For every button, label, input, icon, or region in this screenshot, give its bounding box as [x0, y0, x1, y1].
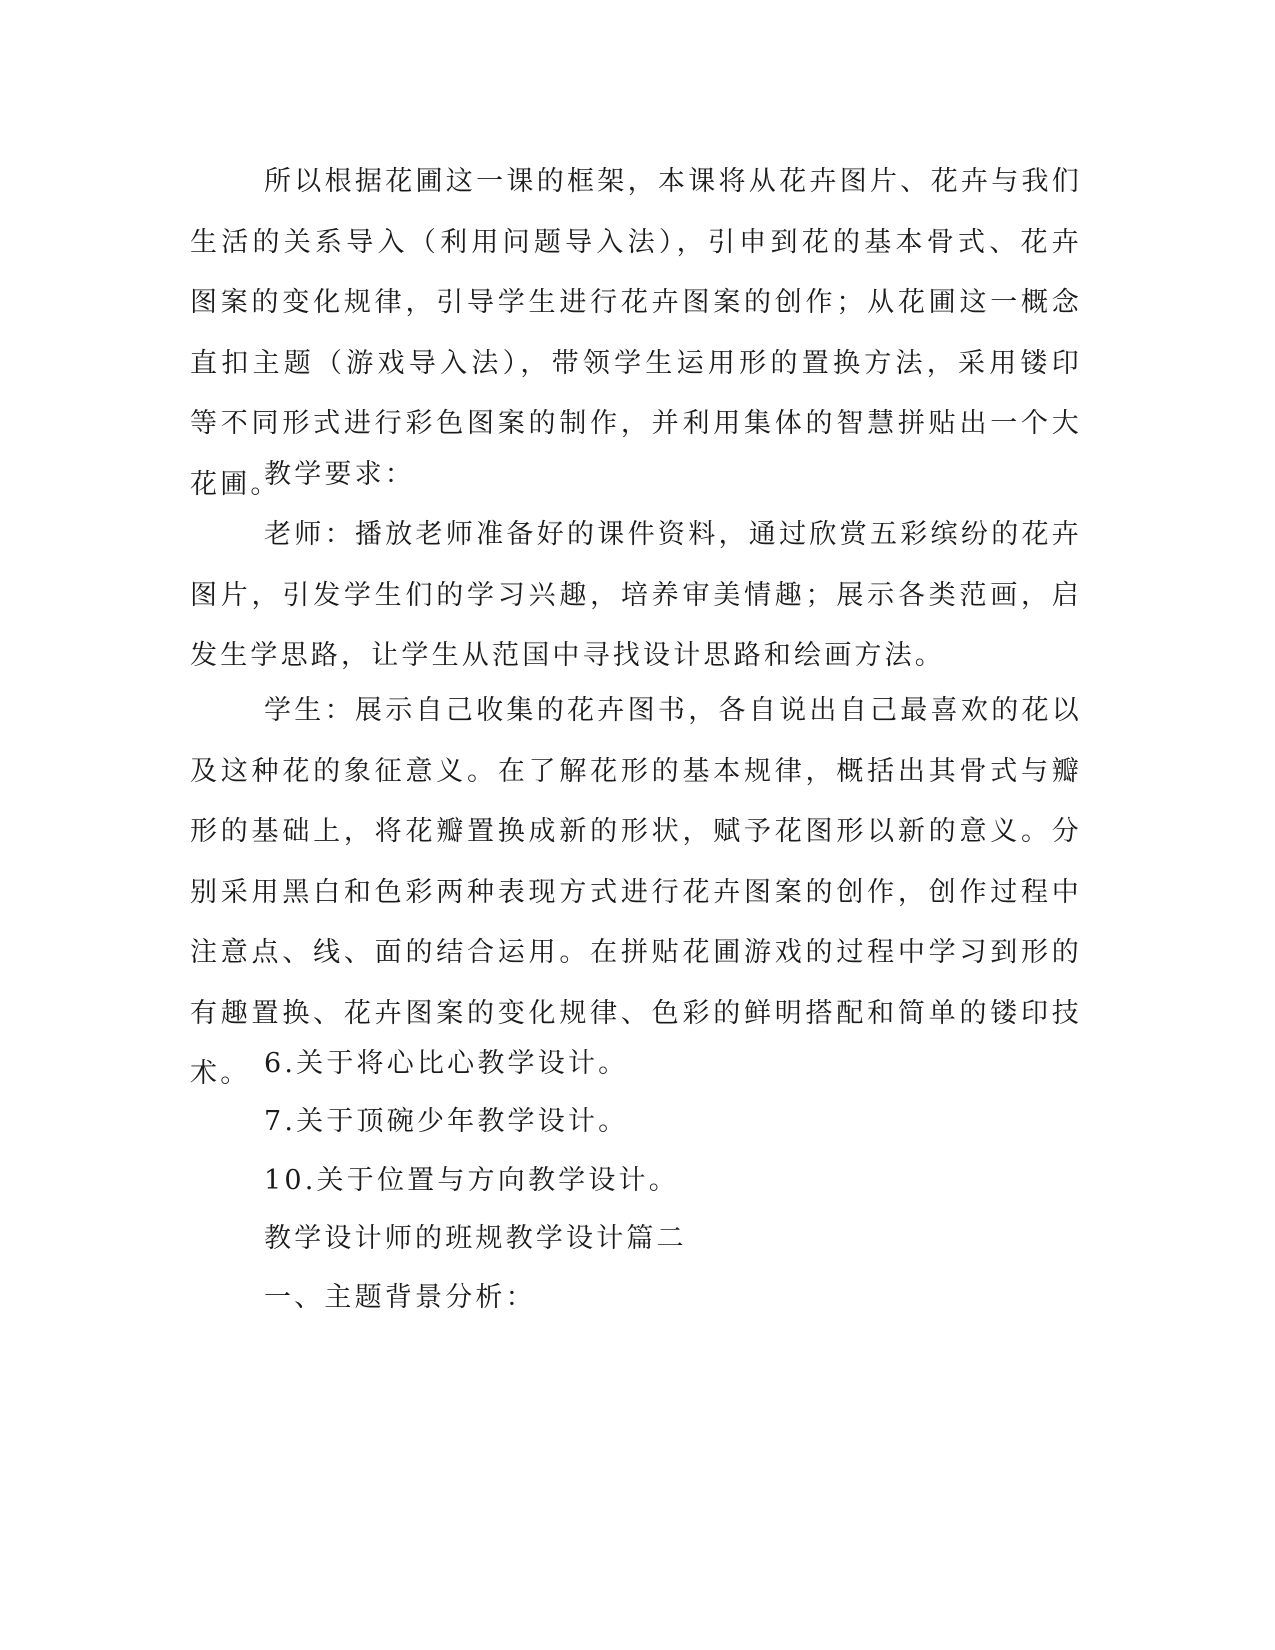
paragraph-teacher: 老师：播放老师准备好的课件资料，通过欣赏五彩缤纷的花卉图片，引发学生们的学习兴趣，培养审美情趣；展示各类范画，启发生学思路，让学生从范国中寻找设计思路和绘画方法。: [190, 519, 1082, 671]
section-title: 教学设计师的班规教学设计篇二: [264, 1223, 687, 1254]
list-item-7: 7.关于顶碗少年教学设计。: [264, 1106, 629, 1137]
paragraph-student: 学生：展示自己收集的花卉图书，各自说出自己最喜欢的花以及这种花的象征意义。在了解花形的基本规律，概括出其骨式与瓣形的基础上，将花瓣置换成新的形状，赋予花图形以新的意义。分别采用黑白和色彩两种表现方式进行花卉图案的创作，创作过程中注意点、线、面的结合运用。在拼贴花圃游戏的过程中学习到形的有趣置换、花卉图案的变化规律、色彩的鲜明搭配和简单的镂印技术。: [190, 695, 1082, 1089]
heading-teaching-requirements: 教学要求：: [264, 459, 415, 490]
subsection-heading: 一、主题背景分析：: [264, 1282, 536, 1313]
list-item-10: 10.关于位置与方向教学设计。: [264, 1165, 679, 1196]
list-item-6: 6.关于将心比心教学设计。: [264, 1048, 629, 1079]
paragraph-intro: 所以根据花圃这一课的框架，本课将从花卉图片、花卉与我们生活的关系导入（利用问题导入法），引申到花的基本骨式、花卉图案的变化规律，引导学生进行花卉图案的创作；从花圃这一概念直扣主题（游戏导入法），带领学生运用形的置换方法，采用镂印等不同形式进行彩色图案的制作，并利用集体的智慧拼贴出一个大花圃。: [190, 166, 1082, 500]
